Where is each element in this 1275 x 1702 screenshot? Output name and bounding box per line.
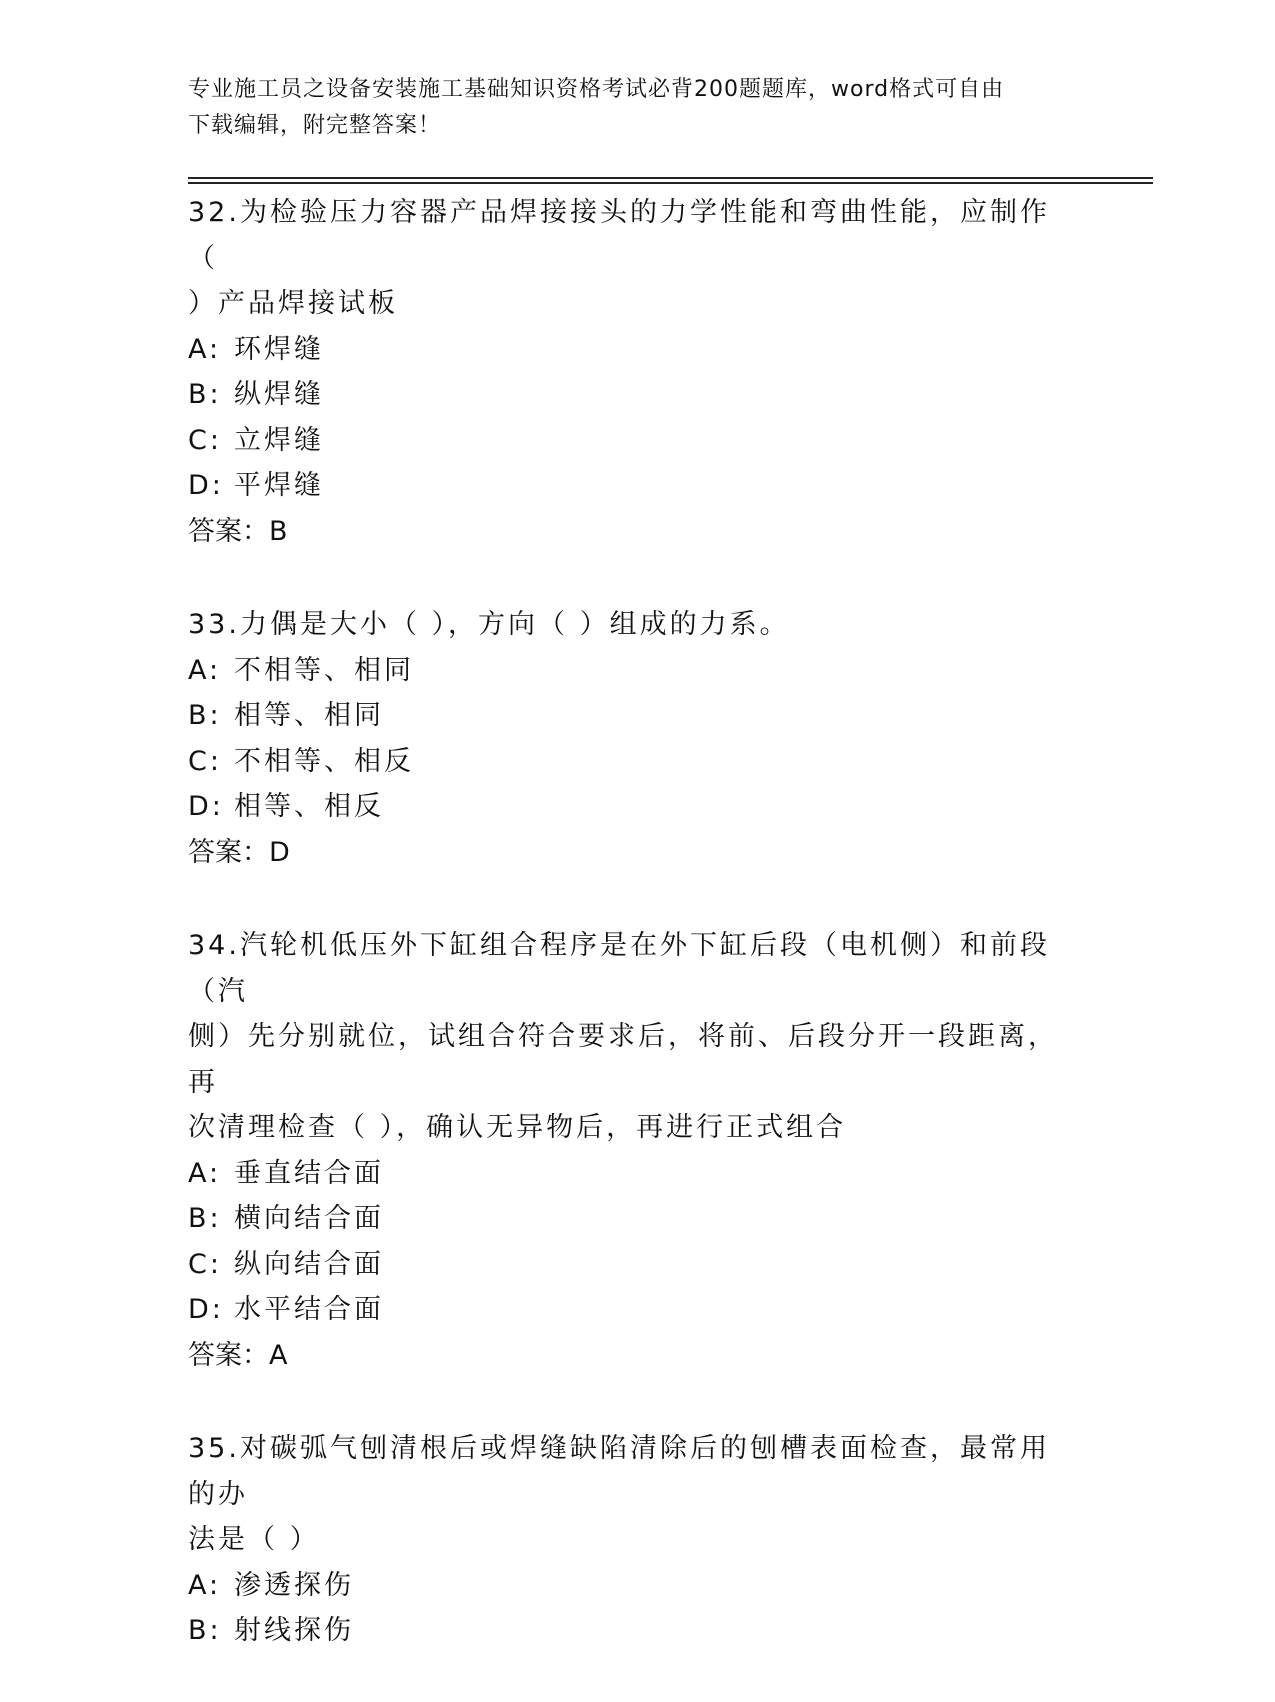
option-a: A: 渗透探伤 (188, 1569, 354, 1601)
option-c: C: 纵向结合面 (188, 1248, 384, 1280)
option-c: C: 立焊缝 (188, 424, 324, 456)
option-b: B: 纵焊缝 (188, 379, 324, 410)
option-d: D: 相等、相反 (188, 791, 384, 822)
header-divider-top (188, 177, 1153, 179)
option-a: A: 不相等、相同 (188, 654, 414, 686)
question-text (188, 190, 1068, 327)
question-line: 32.为检验压力容器产品焊接接头的力学性能和弯曲性能，应制作（ (188, 197, 1050, 274)
answer-text: 答案：B (188, 515, 288, 547)
question-34 (188, 923, 1068, 1378)
option-b: B: 相等、相同 (188, 700, 384, 731)
question-text (188, 602, 1068, 648)
option-b: B: 横向结合面 (188, 1203, 384, 1234)
question-35 (188, 1426, 1068, 1654)
option-c: C: 不相等、相反 (188, 745, 414, 777)
question-line: 33.力偶是大小（ ），方向（ ）组成的力系。 (188, 609, 790, 640)
question-text (188, 1426, 1068, 1563)
question-list (188, 190, 1068, 1702)
option-d: D: 水平结合面 (188, 1294, 384, 1325)
question-line: 次清理检查（ ），确认无异物后，再进行正式组合 (188, 1112, 847, 1143)
header-line-1: 专业施工员之设备安装施工基础知识资格考试必背200题题库，word格式可自由 (188, 77, 1005, 102)
question-line: 34.汽轮机低压外下缸组合程序是在外下缸后段（电机侧）和前段（汽 (188, 930, 1050, 1007)
header-line-2: 下载编辑，附完整答案！ (188, 113, 442, 138)
answer-text: 答案：D (188, 836, 290, 868)
header-divider-bottom (188, 182, 1153, 184)
option-a: A: 垂直结合面 (188, 1157, 384, 1189)
option-d: D: 平焊缝 (188, 470, 324, 501)
option-a: A: 环焊缝 (188, 333, 324, 365)
question-text (188, 923, 1068, 1151)
answer-text: 答案：A (188, 1339, 288, 1371)
document-header (188, 72, 1068, 144)
question-line: 35.对碳弧气刨清根后或焊缝缺陷清除后的刨槽表面检查，最常用的办 (188, 1433, 1050, 1510)
question-33 (188, 602, 1068, 875)
option-b: B: 射线探伤 (188, 1615, 354, 1646)
question-32 (188, 190, 1068, 554)
question-line: ）产品焊接试板 (188, 288, 398, 319)
question-line: 法是（ ） (188, 1524, 320, 1555)
question-line: 侧）先分别就位，试组合符合要求后，将前、后段分开一段距离，再 (188, 1021, 1058, 1098)
